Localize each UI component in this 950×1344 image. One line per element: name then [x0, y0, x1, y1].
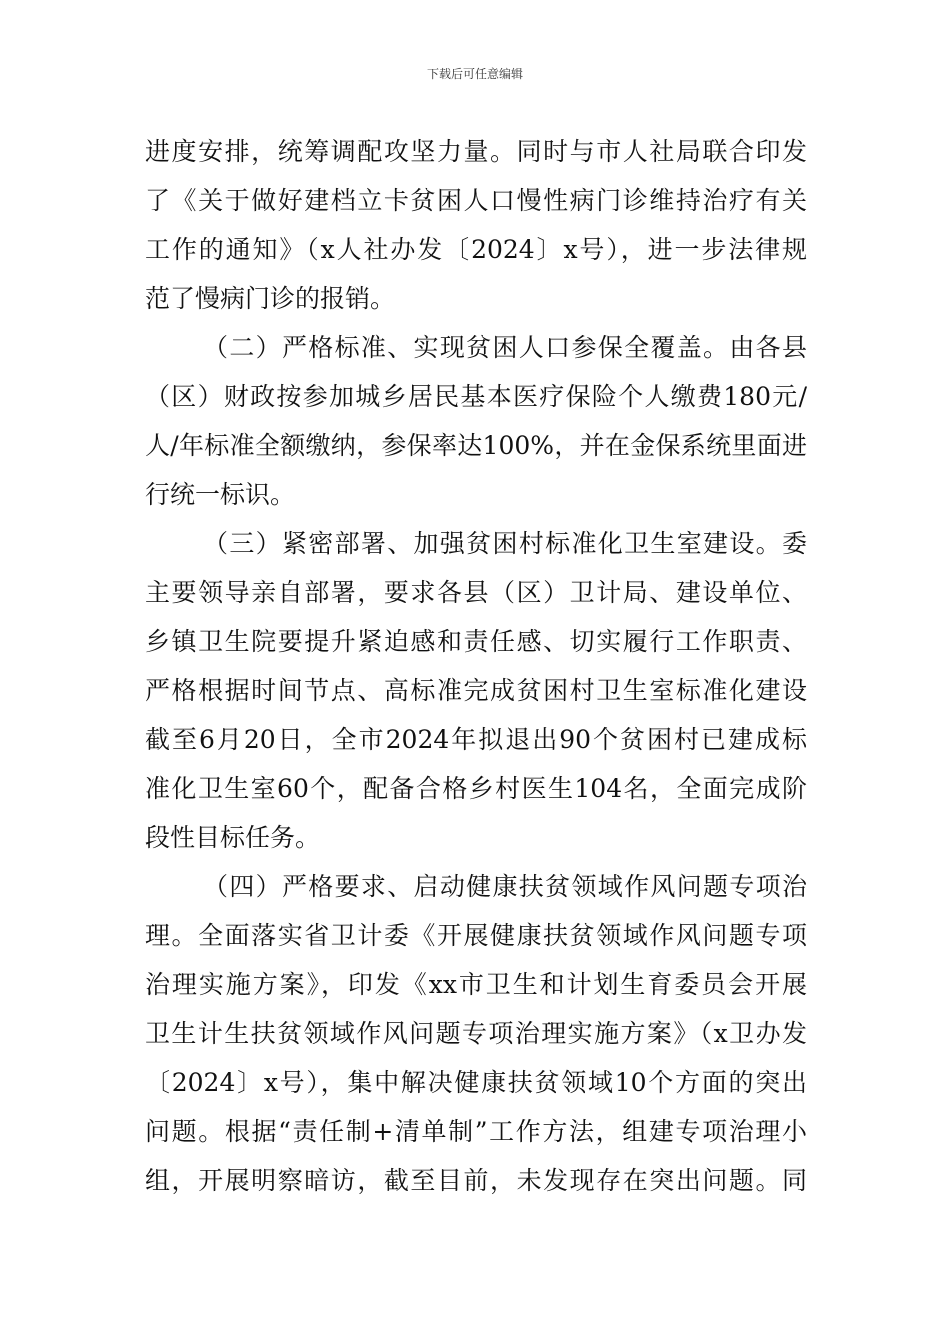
text-line: 行统一标识。 — [145, 480, 296, 509]
text-line: （四）严格要求、启动健康扶贫领域作风问题专项治 — [203, 872, 807, 901]
text-line: 人/年标准全额缴纳，参保率达100%，并在金保系统里面进 — [145, 431, 807, 460]
text-line: 准化卫生室60个，配备合格乡村医生104名，全面完成阶 — [145, 774, 807, 803]
text-line: 段性目标任务。 — [145, 823, 321, 852]
text-line: 范了慢病门诊的报销。 — [145, 284, 396, 313]
text-line: 治理实施方案》，印发《xx市卫生和计划生育委员会开展 — [145, 970, 807, 999]
text-line: 截至6月20日，全市2024年拟退出90个贫困村已建成标 — [145, 725, 807, 754]
text-line: （三）紧密部署、加强贫困村标准化卫生室建设。委 — [203, 529, 807, 558]
text-line: 理。全面落实省卫计委《开展健康扶贫领域作风问题专项 — [145, 921, 807, 950]
text-line: 卫生计生扶贫领域作风问题专项治理实施方案》（x卫办发 — [145, 1019, 807, 1048]
text-line: （二）严格标准、实现贫困人口参保全覆盖。由各县 — [203, 333, 807, 362]
text-line: 主要领导亲自部署，要求各县（区）卫计局、建设单位、 — [145, 578, 807, 607]
page-header: 下载后可任意编辑 — [426, 67, 523, 81]
text-line: 问题。根据“责任制+清单制”工作方法，组建专项治理小 — [145, 1117, 807, 1146]
text-line: 严格根据时间节点、高标准完成贫困村卫生室标准化建设 — [145, 676, 807, 705]
text-line: 乡镇卫生院要提升紧迫感和责任感、切实履行工作职责、 — [145, 627, 807, 656]
text-line: （区）财政按参加城乡居民基本医疗保险个人缴费180元/ — [145, 382, 807, 411]
text-line: 了《关于做好建档立卡贫困人口慢性病门诊维持治疗有关 — [145, 186, 807, 215]
text-line: 工作的通知》（x人社办发〔2024〕x号），进一步法律规 — [145, 235, 807, 264]
text-line: 进度安排，统筹调配攻坚力量。同时与市人社局联合印发 — [145, 137, 807, 166]
text-line: 组，开展明察暗访，截至目前，未发现存在突出问题。同 — [145, 1166, 807, 1195]
document-body — [145, 127, 807, 1205]
text-line: 〔2024〕x号），集中解决健康扶贫领域10个方面的突出 — [145, 1068, 807, 1097]
